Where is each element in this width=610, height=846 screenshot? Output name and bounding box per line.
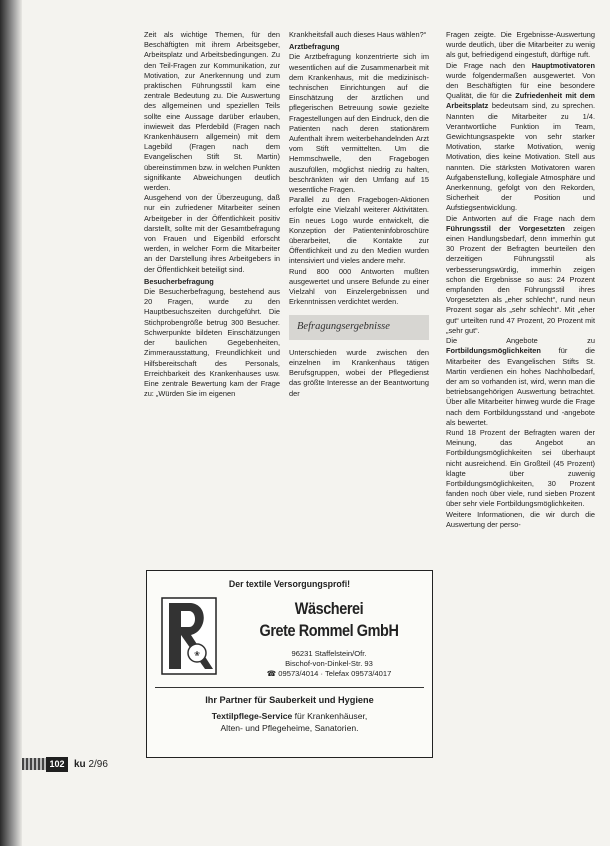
advertisement — [146, 570, 433, 758]
text-column-3 — [446, 30, 595, 760]
ad-services — [147, 710, 432, 734]
paragraph: Krankheitsfall auch dieses Haus wählen?“ — [289, 30, 427, 39]
subheading: Besucherbefragung — [144, 276, 214, 286]
issue-number: 2/96 — [85, 759, 108, 770]
paragraph: Zeit als wichtige Themen, für den Beschäftigten mit ihrem Arbeitsgeber, Arbeitsplatz und Arbeitsbedingungen. Zu den Teil-Fragen zur Kommunikation, zur Motivation, zur Anerkennung und zum praktischen Führungsstil kam eine zentrale Bedeutung zu. Die Auswertung des allgemeinen und speziellen Teils sollte eine Aussage darüber erlauben, inwieweit das Pferdebild (Fragen nach Krankenhäusern allgemein) mit dem Lagebild (Fragen nach dem Evangelischen Stift St. Martin) übereinstimmen bzw. in welchen Punkten signifikante Abweichungen deutlich werden. — [144, 30, 280, 193]
ad-tagline: Der textile Versorgungsprofi! — [228, 579, 351, 589]
ad-phone: ☎ 09573/4014 · Telefax 09573/4017 — [266, 669, 392, 678]
paragraph: Die Besucherbefragung, bestehend aus 20 Fragen, wurde zu den Hauptbesuchszeiten durchgeführt. Die Stichprobengröße betrug 300 Besucher. Schwerpunkte bildeten Einschätzungen der baulichen Gegebenheiten, Zimmerausstattung, Freundlichkeit und Hilfsbereitschaft des Personals, Erreichbarkeit des Krankenhauses usw. Eine zentrale Bewertung kam der Frage zu: „Würden Sie im eigenen — [144, 287, 280, 399]
ad-service-name: Textilpflege-Service — [211, 711, 293, 721]
paragraph: Die Frage nach den Hauptmotivatoren wurde folgendermaßen ausgewertet. Von den Beschäftigten für eine besondere Qualität, die für die Zufriedenheit mit dem Arbeitsplatz bedeutsam sind, zu sprechen. Nannten die Mitarbeiter zu 1/4. Verantwortliche Funktion im Team, Gewichtungsaspekte von sehr starker Motivation, starke Motivation, wenig Motivation, dies keine Motivation. Stell aus nannten. Die stärksten Motivatoren waren Aufgabenstellung, kollegiale Atmosphäre und Anerkennung, gefolgt von den Rekorden, Sicherheit der Position und Aufstiegsentwicklung. — [446, 60, 595, 213]
ad-service-line2: Alten- und Pflegeheime, Sanatorien. — [220, 723, 359, 733]
ad-address — [229, 649, 429, 679]
paragraph: Rund 18 Prozent der Befragten waren der Meinung, das Angebot an Fortbildungsmöglichkeiten sei überhaupt nicht ausreichend. Ein Großteil (45 Prozent) klagte über zuwenig Fortbildungsmöglichkeiten, 30 Prozent fanden noch über viele, rund sieben Prozent über sehr viele Fortbildungsmöglichkeiten. — [446, 427, 595, 509]
laundry-logo-icon — [161, 597, 217, 675]
ad-partner-line: Ihr Partner für Sauberkeit und Hygiene — [205, 695, 374, 705]
text-column-2 — [289, 30, 429, 570]
section-heading-box: Befragungsergebnisse — [289, 315, 429, 339]
paragraph: Die Antworten auf die Frage nach dem Führungsstil der Vorgesetzten zeigen einen Handlungsbedarf, denn immerhin gut 30 Prozent der Befragten beurteilen den derzeitigen Führungsstil als verbesserungswürdig, immerhin zeigen schon die Ergebnisse so aus: 24 Prozent empfanden den Führungsstil ihres Vorgesetzten als „eher schlecht“, rund neun Prozent sogar als „sehr schlecht“. Mit „eher gut“ urteilten rund 47 Prozent, 20 Prozent mit „sehr gut“. — [446, 213, 595, 335]
magazine-issue — [74, 757, 108, 772]
page-number: 102 — [46, 757, 68, 772]
paragraph: Ausgehend von der Überzeugung, daß nur ein zufriedener Mitarbeiter seinen Arbeitgeber in der Öffentlichkeit positiv darstellt, sollte mit der Gesamtbefragung von Frauen und Eigenbild erforscht werden, in welcher Form die Mitarbeiter an der Darstellung ihres Arbeitgebers in der Öffentlichkeit beteiligt sind. — [144, 193, 280, 274]
ad-service-rest: für Krankenhäuser, — [292, 711, 368, 721]
ad-divider — [155, 687, 424, 688]
paragraph: Unterschieden wurde zwischen den einzelnen im Krankenhaus tätigen Berufsgruppen, wobei der Pflegedienst das größte Interesse an der Beantwortung der — [289, 347, 429, 398]
paragraph: Die Arztbefragung konzentrierte sich im wesentlichen auf die Zusammenarbeit mit dem Krankenhaus, mit die medizinisch-technischen Einrichtungen auf die Einschätzung der ärztlichen und pflegerischen Betreuung sowie gezielte Fragestellungen auf den Eindruck, den die Patienten nach deren stationärem Aufenthalt ihrem weiterbehandelnden Arzt vom Stift vermittelten. Um die Hemmschwelle, den Fragebogen auszufüllen, möglichst niedrig zu halten, beschränkten wir den Umfang auf 15 wesentliche Fragen. — [289, 52, 429, 195]
paragraph: Parallel zu den Fragebogen-Aktionen erfolgte eine Vielzahl weiterer Aktivitäten. Ein neues Logo wurde entwickelt, die Konzeption der Patienteninfobroschüre überarbeitet, die Kontakte zur Öffentlichkeit und zu den Medien wurden intensiviert und vieles andere mehr. — [289, 195, 429, 266]
text-column-1 — [144, 30, 280, 570]
svg-text:❀: ❀ — [194, 651, 200, 658]
ad-address-street: Bischof-von-Dinkel-Str. 93 — [285, 659, 373, 668]
ad-company-name-line2: Grete Rommel GmbH — [259, 621, 399, 640]
magazine-logo: ku — [74, 759, 86, 770]
footer-color-bar — [22, 758, 46, 770]
paragraph: Die Angebote zu Fortbildungsmöglichkeiten für die Mitarbeiter des Evangelischen Stifts St. Martin verdienen ein hohes Nachholbedarf, der am so vorhanden ist, wird, wenn man die betriebsangehörigen Auswertung betrachtet. Über alle Mitarbeiter hinweg wurde die Frage nach dem Fortbildungsstand und -angebote als bewertet. — [446, 336, 595, 427]
page-edge-shadow — [0, 0, 22, 846]
paragraph: Rund 800 000 Antworten mußten ausgewertet und unsere Befunde zu einer Vielzahl von Einzelergebnissen und Erkenntnissen verdichtet werden. — [289, 266, 429, 307]
paragraph: Fragen zeigte. Die Ergebnisse-Auswertung wurde deutlich, über die Mitarbeiter zu wenig als gut, befriedigend eingestuft, dürftige ruft. — [446, 30, 595, 60]
ad-company-name-line1: Wäscherei — [294, 599, 364, 618]
ad-address-city: 96231 Staffelstein/Ofr. — [291, 649, 367, 658]
subheading: Arztbefragung — [289, 42, 340, 52]
paragraph: Weitere Informationen, die wir durch die Auswertung der perso- — [446, 509, 595, 529]
